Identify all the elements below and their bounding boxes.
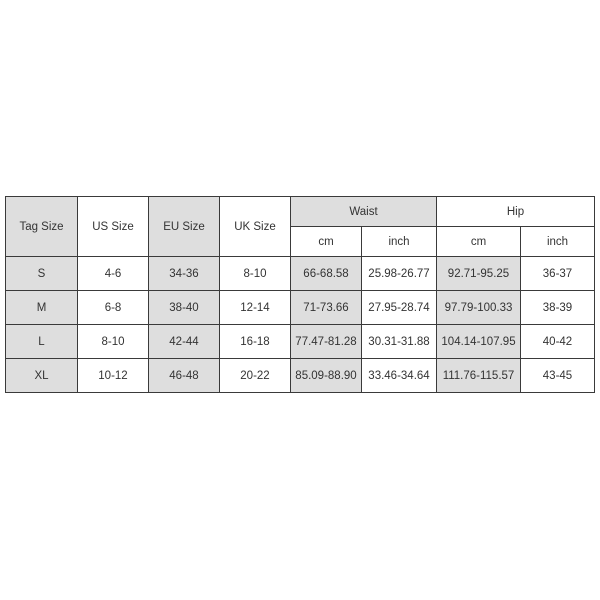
hip-cm-cell: 97.79-100.33: [437, 291, 521, 325]
header-row-top: [6, 197, 595, 227]
waist-cm-cell: 66-68.58: [291, 257, 362, 291]
hip-inch-cell: 38-39: [521, 291, 595, 325]
waist-inch-cell: 27.95-28.74: [362, 291, 437, 325]
tag-size-cell: XL: [6, 359, 78, 393]
uk-size-cell: 16-18: [220, 325, 291, 359]
hip-inch-cell: 40-42: [521, 325, 595, 359]
eu-size-cell: 38-40: [149, 291, 220, 325]
us-size-cell: 8-10: [78, 325, 149, 359]
uk-size-cell: 20-22: [220, 359, 291, 393]
waist-cm-cell: 71-73.66: [291, 291, 362, 325]
eu-size-cell: 34-36: [149, 257, 220, 291]
table-row: [6, 291, 595, 325]
hip-header: Hip: [437, 197, 595, 227]
hip-cm-cell: 104.14-107.95: [437, 325, 521, 359]
table-row: [6, 325, 595, 359]
waist-cm-cell: 77.47-81.28: [291, 325, 362, 359]
hip-cm-cell: 92.71-95.25: [437, 257, 521, 291]
hip-cm-cell: 111.76-115.57: [437, 359, 521, 393]
hip-inch-cell: 36-37: [521, 257, 595, 291]
eu-size-header: EU Size: [149, 197, 220, 257]
uk-size-cell: 12-14: [220, 291, 291, 325]
hip-inch-header: inch: [521, 227, 595, 257]
uk-size-cell: 8-10: [220, 257, 291, 291]
waist-inch-header: inch: [362, 227, 437, 257]
table-row: [6, 359, 595, 393]
size-chart-table: [5, 196, 595, 393]
waist-inch-cell: 33.46-34.64: [362, 359, 437, 393]
waist-inch-cell: 25.98-26.77: [362, 257, 437, 291]
waist-cm-header: cm: [291, 227, 362, 257]
eu-size-cell: 46-48: [149, 359, 220, 393]
tag-size-cell: S: [6, 257, 78, 291]
us-size-header: US Size: [78, 197, 149, 257]
tag-size-header: Tag Size: [6, 197, 78, 257]
tag-size-cell: L: [6, 325, 78, 359]
hip-inch-cell: 43-45: [521, 359, 595, 393]
us-size-cell: 10-12: [78, 359, 149, 393]
table-row: [6, 257, 595, 291]
eu-size-cell: 42-44: [149, 325, 220, 359]
us-size-cell: 4-6: [78, 257, 149, 291]
uk-size-header: UK Size: [220, 197, 291, 257]
hip-cm-header: cm: [437, 227, 521, 257]
waist-cm-cell: 85.09-88.90: [291, 359, 362, 393]
waist-header: Waist: [291, 197, 437, 227]
waist-inch-cell: 30.31-31.88: [362, 325, 437, 359]
us-size-cell: 6-8: [78, 291, 149, 325]
tag-size-cell: M: [6, 291, 78, 325]
